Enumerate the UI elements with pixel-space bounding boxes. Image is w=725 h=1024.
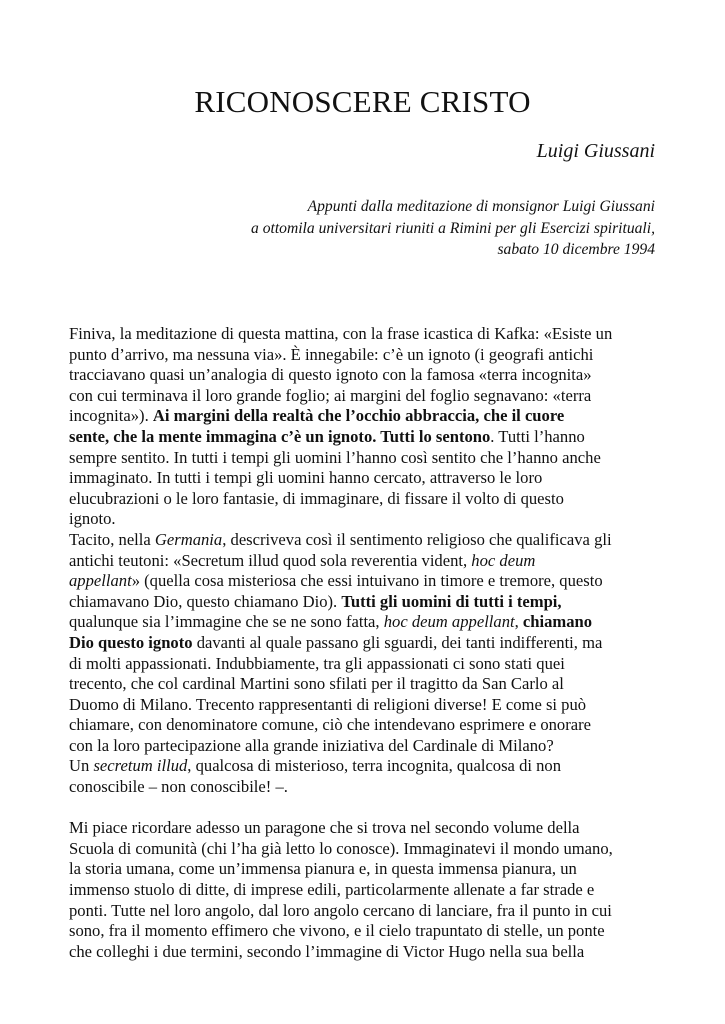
body-line	[69, 695, 659, 716]
body-text	[69, 324, 659, 962]
paragraph-gap	[69, 798, 659, 819]
text-run: Mi piace ricordare adesso un paragone che si trova nel secondo volume della	[69, 818, 580, 838]
body-line	[69, 777, 659, 798]
text-run: davanti al quale passano gli sguardi, dei tanti indifferenti, ma	[192, 632, 603, 652]
body-line	[69, 468, 659, 489]
subtitle-line: a ottomila universitari riuniti a Rimini per gli Esercizi spirituali,	[251, 219, 655, 237]
text-run: Tacito, nella	[69, 529, 155, 549]
text-run: sono, fra il momento effimero che vivono, e il cielo trapuntato di stelle, un ponte	[69, 921, 605, 941]
bold-text: sente, che la mente immagina c’è un ignoto. Tutti lo sentono	[69, 426, 491, 446]
body-line	[69, 756, 659, 777]
body-line	[69, 736, 659, 757]
text-run: che colleghi i due termini, secondo l’immagine di Victor Hugo nella sua bella	[69, 941, 585, 961]
text-run: chiamare, con denominatore comune, ciò che intendevano esprimere e onorare	[69, 715, 592, 735]
text-run: ignoto.	[69, 509, 116, 529]
text-run: immaginato. In tutti i tempi gli uomini hanno cercato, attraverso le loro	[69, 468, 543, 488]
body-line	[69, 612, 659, 633]
italic-text: hoc deum appellant	[383, 612, 515, 632]
body-line	[69, 571, 659, 592]
document-title: RICONOSCERE CRISTO	[194, 84, 531, 119]
text-run: con cui terminava il loro grande foglio; ai margini del foglio segnavano: «terra	[69, 385, 592, 405]
body-line	[69, 427, 659, 448]
text-run: conoscibile – non conoscibile! –.	[69, 777, 288, 797]
text-run: immenso stuolo di ditte, di imprese edili, particolarmente allenate a far strade e	[69, 880, 595, 900]
text-run: di molti appassionati. Indubbiamente, tra gli appassionati ci sono stati quei	[69, 653, 565, 673]
text-run: punto d’arrivo, ma nessuna via». È innegabile: c’è un ignoto (i geografi antichi	[69, 344, 594, 364]
text-run: . Tutti l’hanno	[490, 426, 585, 446]
italic-text: hoc deum	[471, 550, 536, 570]
body-line	[69, 345, 659, 366]
italic-text: appellant	[69, 571, 132, 591]
body-line	[69, 324, 659, 345]
text-run: ponti. Tutte nel loro angolo, dal loro angolo cercano di lanciare, fra il punto in cui	[69, 900, 612, 920]
text-run: elucubrazioni o le loro fantasie, di immaginare, di fissare il volto di questo	[69, 488, 564, 508]
body-line	[69, 386, 659, 407]
italic-text: secretum illud	[93, 756, 188, 776]
text-run: tracciavano quasi un’analogia di questo ignoto con la famosa «terra incognita»	[69, 365, 592, 385]
body-line	[69, 448, 659, 469]
subtitle-line: sabato 10 dicembre 1994	[497, 241, 655, 258]
text-run: ,	[514, 612, 523, 632]
bold-text: Ai margini della realtà che l’occhio abbraccia, che il cuore	[152, 406, 565, 426]
body-line	[69, 509, 659, 530]
text-run: sempre sentito. In tutti i tempi gli uomini l’hanno così sentito che l’hanno anche	[69, 447, 601, 467]
text-run: Un	[69, 756, 94, 776]
text-run: con la loro partecipazione alla grande iniziativa del Cardinale di Milano?	[69, 735, 554, 755]
text-run: Duomo di Milano. Trecento rappresentanti di religioni diverse! E come si può	[69, 694, 587, 714]
body-line	[69, 674, 659, 695]
body-line	[69, 406, 659, 427]
body-line	[69, 859, 659, 880]
body-line	[69, 530, 659, 551]
body-line	[69, 551, 659, 572]
text-run: , descriveva così il sentimento religioso che qualificava gli	[222, 529, 612, 549]
italic-text: Germania	[154, 529, 223, 549]
bold-text: chiamano	[522, 612, 593, 632]
text-run: , qualcosa di misterioso, terra incognita, qualcosa di non	[187, 756, 562, 776]
body-line	[69, 839, 659, 860]
body-line	[69, 942, 659, 963]
author-name: Luigi Giussani	[536, 140, 655, 162]
text-run: qualunque sia l’immagine che se ne sono fatta,	[69, 612, 384, 632]
text-run: la storia umana, come un’immensa pianura e, in questa immensa pianura, un	[69, 859, 577, 879]
text-run: incognita»).	[69, 406, 153, 426]
body-line	[69, 489, 659, 510]
bold-text: Dio questo ignoto	[69, 632, 193, 652]
text-run: Finiva, la meditazione di questa mattina, con la frase icastica di Kafka: «Esiste un	[69, 324, 613, 343]
body-line	[69, 633, 659, 654]
body-line	[69, 715, 659, 736]
body-line	[69, 365, 659, 386]
text-run: antichi teutoni: «Secretum illud quod sola reverentia vident,	[69, 550, 472, 570]
body-line	[69, 921, 659, 942]
body-line	[69, 880, 659, 901]
text-run: Scuola di comunità (chi l’ha già letto lo conosce). Immaginatevi il mondo umano,	[69, 838, 613, 858]
body-line	[69, 901, 659, 922]
body-line	[69, 654, 659, 675]
subtitle-line: Appunti dalla meditazione di monsignor Luigi Giussani	[307, 198, 655, 215]
body-line	[69, 592, 659, 613]
subtitle-block	[135, 196, 655, 261]
text-run: » (quella cosa misteriosa che essi intuivano in timore e tremore, questo	[131, 571, 603, 591]
body-line	[69, 818, 659, 839]
text-run: trecento, che col cardinal Martini sono sfilati per il tragitto da San Carlo al	[69, 674, 564, 694]
text-run: chiamavano Dio, questo chiamano Dio).	[69, 591, 342, 611]
bold-text: Tutti gli uomini di tutti i tempi,	[341, 591, 562, 611]
